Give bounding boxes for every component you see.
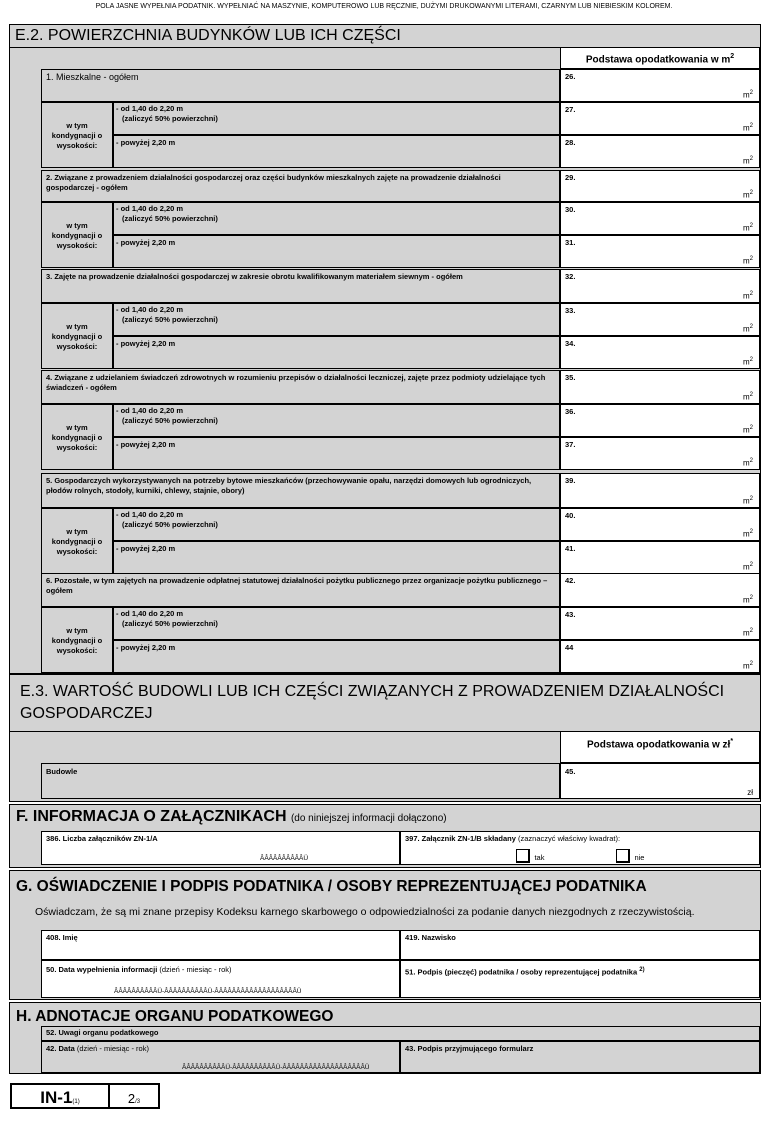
unit-m2: $m^2$ [742, 256, 753, 266]
g-statement: Oświadczam, że są mi znane przepisy Kodeksu karnego skarbowego o odpowiedzialności za podanie danych niezgodnych z rzeczywistością. [35, 906, 695, 918]
e2-row-label-4: 4. Związane z udzielaniem świadczeń zdrowotnych w rozumieniu przepisów o działalności leczniczej, zajęte przez podmioty udzielające tych świadczeń - ogółem [41, 370, 560, 404]
unit-m2: $m^2$ [742, 628, 753, 638]
field-42[interactable]: 42. $m^2$ [560, 573, 760, 607]
e2-sub-a-label-4: - od 1,40 do 2,20 m (zaliczyć 50% powierzchni) [113, 404, 560, 437]
e2-in-which-2: w tym kondygnacji o wysokości: [41, 202, 113, 268]
unit-m2: $m^2$ [742, 324, 753, 334]
e2-in-which-5: w tym kondygnacji o wysokości: [41, 508, 113, 574]
unit-m2: $m^2$ [742, 425, 753, 435]
e2-sub-b-label-2: - powyżej 2,20 m [113, 235, 560, 268]
e2-column-header: Podstawa opodatkowania w $m^2$ [560, 47, 760, 69]
h-title: H. ADNOTACJE ORGANU PODATKOWEGO [16, 1008, 334, 1025]
field-52-remarks: 52. Uwagi organu podatkowego [41, 1026, 760, 1041]
e2-sub-b-label-1: - powyżej 2,20 m [113, 135, 560, 168]
e2-sub-b-label-5: - powyżej 2,20 m [113, 541, 560, 574]
field-51-signature[interactable]: 51. Podpis (pieczęć) podatnika / osoby reprezentującej podatnika $^{2)}$ [400, 960, 760, 998]
e2-row-label-1: 1. Mieszkalne - ogółem [41, 69, 560, 102]
e2-sub-a-label-6: - od 1,40 do 2,20 m (zaliczyć 50% powierzchni) [113, 607, 560, 640]
e2-row-label-6: 6. Pozostałe, w tym zajętych na prowadzenie odpłatnej statutowej działalności pożytku publicznego przez organizacje pożytku publicznego – ogółem [41, 573, 560, 607]
field-39[interactable]: 39. $m^2$ [560, 473, 760, 508]
e2-in-which-1: w tym kondygnacji o wysokości: [41, 102, 113, 168]
field-43-signature: 43. Podpis przyjmującego formularz [400, 1041, 760, 1073]
top-note: POLA JASNE WYPEŁNIA PODATNIK. WYPEŁNIAĆ NA MASZYNIE, KOMPUTEROWO LUB RĘCZNIE, DUŻYMI DRUKOWANYMI LITERAMI, CZARNYM LUB NIEBIESKIM KOLOREM. [95, 3, 673, 10]
unit-m2: $m^2$ [742, 661, 753, 671]
field-27[interactable]: 27. $m^2$ [560, 102, 760, 135]
e2-sub-a-label-2: - od 1,40 do 2,20 m (zaliczyć 50% powierzchni) [113, 202, 560, 235]
field-386[interactable]: 386. Liczba załączników ZN-1/A ÂÂÂÂÂÂÂÂÂÂÜ [41, 831, 400, 865]
unit-m2: $m^2$ [742, 223, 753, 233]
field-408-first-name[interactable]: 408. Imię [41, 930, 400, 960]
field-35[interactable]: 35. $m^2$ [560, 370, 760, 404]
unit-m2: $m^2$ [742, 156, 753, 166]
unit-m2: $m^2$ [742, 123, 753, 133]
e3-title: E.3. WARTOŚĆ BUDOWLI LUB ICH CZĘŚCI ZWIĄZANYCH Z PROWADZENIEM DZIAŁALNOŚCI GOSPODARCZEJ [20, 683, 725, 722]
field-33[interactable]: 33. $m^2$ [560, 303, 760, 336]
field-36[interactable]: 36. $m^2$ [560, 404, 760, 437]
e2-row-label-5: 5. Gospodarczych wykorzystywanych na potrzeby bytowe mieszkańców (przechowywanie opału, narzędzi domowych lub ogrodniczych, płodów rolnych, stodoły, kurniki, chlewy, stajnie, obory) [41, 473, 560, 508]
unit-m2: $m^2$ [742, 190, 753, 200]
field-41[interactable]: 41. $m^2$ [560, 541, 760, 574]
e3-column-header: Podstawa opodatkowania w zł* [560, 731, 760, 763]
field-42-date: 42. Data (dzień - miesiąc - rok) ÂÂÂÂÂÂÂÂÂÂÜ-ÂÂÂÂÂÂÂÂÂÂÜ-ÂÂÂÂÂÂÂÂÂÂÂÂÂÂÂÂÂÂÂÜ [41, 1041, 400, 1073]
field-26[interactable]: 26. $m^2$ [560, 69, 760, 102]
e2-row-label-3: 3. Zajęte na prowadzenie działalności gospodarczej w zakresie obrotu kwalifikowanym materiałem siewnym - ogółem [41, 269, 560, 303]
field-50-date[interactable]: 50. Data wypełnienia informacji (dzień - miesiąc - rok) ÂÂÂÂÂÂÂÂÂÂÜ-ÂÂÂÂÂÂÂÂÂÂÜ-ÂÂÂÂÂÂÂÂÂÂÂÂÂÂÂÂÂÂÂÜ [41, 960, 400, 998]
checkbox-no[interactable]: nie [616, 847, 644, 865]
unit-m2: $m^2$ [742, 562, 753, 572]
page-number: 2/3 [108, 1083, 160, 1109]
unit-m2: $m^2$ [742, 529, 753, 539]
e2-sub-a-label-3: - od 1,40 do 2,20 m (zaliczyć 50% powierzchni) [113, 303, 560, 336]
e2-sub-b-label-3: - powyżej 2,20 m [113, 336, 560, 369]
e2-row-label-2: 2. Związane z prowadzeniem działalności gospodarczej oraz części budynków mieszkalnych zajęte na prowadzenie działalności gospodarczej - ogółem [41, 170, 560, 202]
field-30[interactable]: 30. $m^2$ [560, 202, 760, 235]
e3-row-label: Budowle [46, 767, 78, 776]
unit-m2: $m^2$ [742, 291, 753, 301]
e2-sub-a-label-5: - od 1,40 do 2,20 m (zaliczyć 50% powierzchni) [113, 508, 560, 541]
e2-in-which-6: w tym kondygnacji o wysokości: [41, 607, 113, 673]
form-code: IN-1(1) [10, 1083, 110, 1109]
field-419-last-name[interactable]: 419. Nazwisko [400, 930, 760, 960]
e2-sub-b-label-6: - powyżej 2,20 m [113, 640, 560, 673]
field-37[interactable]: 37. $m^2$ [560, 437, 760, 470]
field-44[interactable]: 44 $m^2$ [560, 640, 760, 673]
unit-m2: $m^2$ [742, 357, 753, 367]
e2-sub-a-label-1: - od 1,40 do 2,20 m (zaliczyć 50% powierzchni) [113, 102, 560, 135]
field-45[interactable]: 45. zł [560, 763, 760, 799]
field-43[interactable]: 43. $m^2$ [560, 607, 760, 640]
e2-in-which-3: w tym kondygnacji o wysokości: [41, 303, 113, 369]
f-title: F. INFORMACJA O ZAŁĄCZNIKACH (do niniejszej informacji dołączono) [16, 808, 447, 825]
g-title: G. OŚWIADCZENIE I PODPIS PODATNIKA / OSOBY REPREZENTUJĄCEJ PODATNIKA [16, 878, 647, 895]
field-40[interactable]: 40. $m^2$ [560, 508, 760, 541]
unit-m2: $m^2$ [742, 392, 753, 402]
e3-row-label-cell [41, 763, 560, 799]
unit-m2: $m^2$ [742, 90, 753, 100]
field-34[interactable]: 34. $m^2$ [560, 336, 760, 369]
unit-m2: $m^2$ [742, 458, 753, 468]
field-29[interactable]: 29. $m^2$ [560, 170, 760, 202]
field-397: 397. Załącznik ZN-1/B składany (zaznaczyć właściwy kwadrat): tak nie [400, 831, 760, 865]
field-31[interactable]: 31. $m^2$ [560, 235, 760, 268]
e2-in-which-4: w tym kondygnacji o wysokości: [41, 404, 113, 470]
unit-m2: $m^2$ [742, 496, 753, 506]
checkbox-yes[interactable]: tak [516, 847, 544, 865]
field-28[interactable]: 28. $m^2$ [560, 135, 760, 168]
e2-title: E.2. POWIERZCHNIA BUDYNKÓW LUB ICH CZĘŚCI [15, 27, 401, 44]
unit-m2: $m^2$ [742, 595, 753, 605]
field-32[interactable]: 32. $m^2$ [560, 269, 760, 303]
e2-sub-b-label-4: - powyżej 2,20 m [113, 437, 560, 470]
